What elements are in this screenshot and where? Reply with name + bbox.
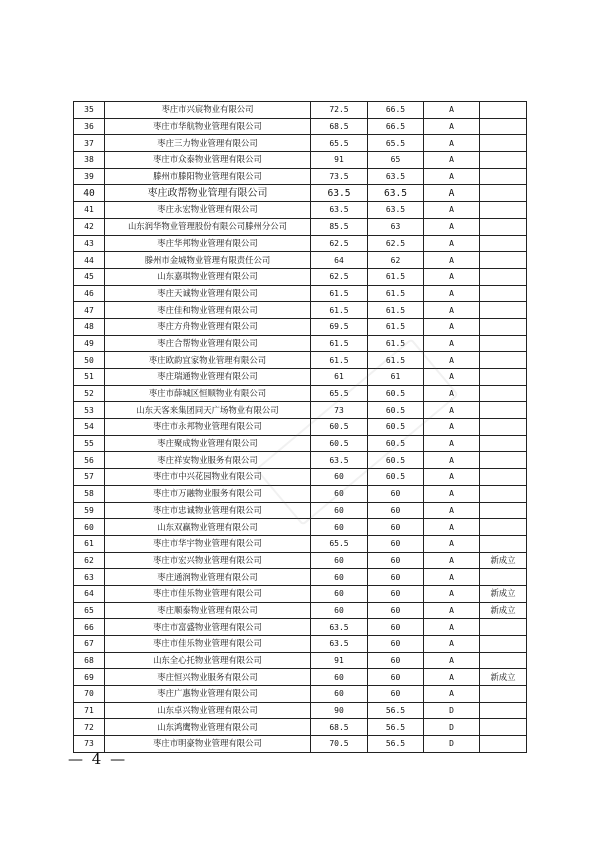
- note-cell: [480, 235, 527, 252]
- note-cell: [480, 502, 527, 519]
- table-row: [74, 602, 527, 619]
- score-2-cell: 61.5: [368, 302, 424, 319]
- note-cell: [480, 185, 527, 202]
- row-number-cell: 35: [74, 102, 105, 119]
- score-2-cell: 56.5: [368, 702, 424, 719]
- note-cell: [480, 302, 527, 319]
- score-2-cell: 60: [368, 552, 424, 569]
- note-cell: [480, 619, 527, 636]
- company-name-cell: 枣庄恒兴物业服务有限公司: [105, 669, 311, 686]
- score-1-cell: 60: [311, 686, 368, 703]
- note-cell: [480, 335, 527, 352]
- row-number-cell: 71: [74, 702, 105, 719]
- grade-cell: A: [424, 385, 480, 402]
- note-cell: [480, 535, 527, 552]
- score-1-cell: 61.5: [311, 335, 368, 352]
- company-name-cell: 枣庄政帮物业管理有限公司: [105, 185, 311, 202]
- score-1-cell: 61.5: [311, 285, 368, 302]
- score-1-cell: 72.5: [311, 102, 368, 119]
- grade-cell: A: [424, 435, 480, 452]
- company-name-cell: 山东润华物业管理股份有限公司滕州分公司: [105, 218, 311, 235]
- table-row: [74, 419, 527, 436]
- grade-cell: A: [424, 352, 480, 369]
- table-row: [74, 285, 527, 302]
- score-2-cell: 60: [368, 519, 424, 536]
- grade-cell: A: [424, 686, 480, 703]
- company-name-cell: 枣庄市中兴花园物业有限公司: [105, 469, 311, 486]
- row-number-cell: 64: [74, 585, 105, 602]
- note-cell: [480, 719, 527, 736]
- note-cell: 新成立: [480, 669, 527, 686]
- company-name-cell: 枣庄通润物业管理有限公司: [105, 569, 311, 586]
- note-cell: [480, 252, 527, 269]
- note-cell: [480, 519, 527, 536]
- score-2-cell: 65: [368, 152, 424, 169]
- note-cell: [480, 736, 527, 753]
- note-cell: [480, 652, 527, 669]
- grade-cell: A: [424, 168, 480, 185]
- score-2-cell: 60.5: [368, 469, 424, 486]
- score-1-cell: 69.5: [311, 318, 368, 335]
- grade-cell: A: [424, 152, 480, 169]
- note-cell: [480, 352, 527, 369]
- note-cell: [480, 202, 527, 219]
- score-1-cell: 61.5: [311, 352, 368, 369]
- row-number-cell: 54: [74, 419, 105, 436]
- table-row: [74, 435, 527, 452]
- company-name-cell: 山东全心托物业管理有限公司: [105, 652, 311, 669]
- table-row: [74, 552, 527, 569]
- company-name-cell: 枣庄广惠物业管理有限公司: [105, 686, 311, 703]
- score-1-cell: 60.5: [311, 419, 368, 436]
- table-row: [74, 118, 527, 135]
- grade-cell: A: [424, 302, 480, 319]
- table-row: [74, 302, 527, 319]
- table-row: [74, 168, 527, 185]
- note-cell: [480, 369, 527, 386]
- score-2-cell: 61.5: [368, 352, 424, 369]
- score-2-cell: 63.5: [368, 185, 424, 202]
- company-name-cell: 枣庄市宏兴物业管理有限公司: [105, 552, 311, 569]
- company-name-cell: 枣庄市众泰物业管理有限公司: [105, 152, 311, 169]
- table-row: [74, 535, 527, 552]
- company-name-cell: 枣庄市兴宸物业有限公司: [105, 102, 311, 119]
- row-number-cell: 56: [74, 452, 105, 469]
- row-number-cell: 57: [74, 469, 105, 486]
- grade-cell: A: [424, 102, 480, 119]
- row-number-cell: 52: [74, 385, 105, 402]
- table-row: [74, 619, 527, 636]
- note-cell: 新成立: [480, 585, 527, 602]
- row-number-cell: 58: [74, 485, 105, 502]
- row-number-cell: 39: [74, 168, 105, 185]
- score-2-cell: 60: [368, 669, 424, 686]
- note-cell: [480, 385, 527, 402]
- row-number-cell: 69: [74, 669, 105, 686]
- grade-cell: A: [424, 552, 480, 569]
- note-cell: [480, 452, 527, 469]
- grade-cell: A: [424, 135, 480, 152]
- table-row: [74, 218, 527, 235]
- score-1-cell: 64: [311, 252, 368, 269]
- grade-cell: A: [424, 252, 480, 269]
- page-number: — 4 —: [68, 750, 128, 768]
- note-cell: [480, 686, 527, 703]
- score-1-cell: 60: [311, 552, 368, 569]
- note-cell: 新成立: [480, 602, 527, 619]
- table-row: [74, 352, 527, 369]
- note-cell: [480, 469, 527, 486]
- company-name-cell: 滕州市金城物业管理有限责任公司: [105, 252, 311, 269]
- company-name-cell: 山东天客来集团同天广场物业有限公司: [105, 402, 311, 419]
- company-name-cell: 枣庄三力物业管理有限公司: [105, 135, 311, 152]
- row-number-cell: 44: [74, 252, 105, 269]
- table-row: [74, 485, 527, 502]
- company-name-cell: 枣庄市忠诚物业管理有限公司: [105, 502, 311, 519]
- score-2-cell: 60: [368, 485, 424, 502]
- row-number-cell: 37: [74, 135, 105, 152]
- table-row: [74, 452, 527, 469]
- note-cell: [480, 569, 527, 586]
- table-row: [74, 719, 527, 736]
- score-1-cell: 90: [311, 702, 368, 719]
- grade-cell: D: [424, 719, 480, 736]
- table-row: [74, 235, 527, 252]
- table-row: [74, 152, 527, 169]
- table-row: [74, 202, 527, 219]
- company-name-cell: 枣庄华邦物业管理有限公司: [105, 235, 311, 252]
- score-1-cell: 62.5: [311, 268, 368, 285]
- score-2-cell: 60: [368, 585, 424, 602]
- company-name-cell: 枣庄方舟物业管理有限公司: [105, 318, 311, 335]
- row-number-cell: 36: [74, 118, 105, 135]
- score-2-cell: 60: [368, 535, 424, 552]
- table-row: [74, 652, 527, 669]
- grade-cell: A: [424, 369, 480, 386]
- note-cell: [480, 218, 527, 235]
- score-2-cell: 60.5: [368, 452, 424, 469]
- grade-cell: A: [424, 452, 480, 469]
- note-cell: [480, 168, 527, 185]
- table-row: [74, 102, 527, 119]
- company-name-cell: 枣庄市佳乐物业管理有限公司: [105, 636, 311, 653]
- score-1-cell: 60: [311, 669, 368, 686]
- row-number-cell: 40: [74, 185, 105, 202]
- score-2-cell: 60.5: [368, 402, 424, 419]
- score-1-cell: 65.5: [311, 535, 368, 552]
- company-name-cell: 枣庄市佳乐物业管理有限公司: [105, 585, 311, 602]
- score-2-cell: 65.5: [368, 135, 424, 152]
- row-number-cell: 72: [74, 719, 105, 736]
- note-cell: [480, 152, 527, 169]
- score-1-cell: 63.5: [311, 202, 368, 219]
- table-row: [74, 736, 527, 753]
- row-number-cell: 66: [74, 619, 105, 636]
- score-1-cell: 60: [311, 485, 368, 502]
- table-row: [74, 402, 527, 419]
- note-cell: [480, 268, 527, 285]
- score-1-cell: 68.5: [311, 719, 368, 736]
- grade-cell: A: [424, 202, 480, 219]
- table-row: [74, 669, 527, 686]
- score-1-cell: 65.5: [311, 385, 368, 402]
- row-number-cell: 73: [74, 736, 105, 753]
- score-2-cell: 60: [368, 686, 424, 703]
- grade-cell: A: [424, 585, 480, 602]
- score-1-cell: 63.5: [311, 185, 368, 202]
- grade-cell: A: [424, 318, 480, 335]
- row-number-cell: 41: [74, 202, 105, 219]
- score-2-cell: 61: [368, 369, 424, 386]
- grade-cell: A: [424, 485, 480, 502]
- company-name-cell: 枣庄永宏物业管理有限公司: [105, 202, 311, 219]
- score-2-cell: 60: [368, 652, 424, 669]
- table-row: [74, 135, 527, 152]
- score-1-cell: 61.5: [311, 302, 368, 319]
- row-number-cell: 59: [74, 502, 105, 519]
- score-1-cell: 60: [311, 469, 368, 486]
- row-number-cell: 65: [74, 602, 105, 619]
- grade-cell: A: [424, 519, 480, 536]
- row-number-cell: 42: [74, 218, 105, 235]
- table-row: [74, 268, 527, 285]
- note-cell: [480, 419, 527, 436]
- note-cell: [480, 435, 527, 452]
- company-name-cell: 枣庄市明豪物业管理有限公司: [105, 736, 311, 753]
- grade-cell: A: [424, 235, 480, 252]
- row-number-cell: 51: [74, 369, 105, 386]
- row-number-cell: 49: [74, 335, 105, 352]
- score-1-cell: 91: [311, 652, 368, 669]
- score-2-cell: 63: [368, 218, 424, 235]
- score-2-cell: 61.5: [368, 318, 424, 335]
- score-2-cell: 62.5: [368, 235, 424, 252]
- score-2-cell: 62: [368, 252, 424, 269]
- grade-cell: A: [424, 602, 480, 619]
- score-1-cell: 63.5: [311, 619, 368, 636]
- grade-cell: A: [424, 118, 480, 135]
- grade-cell: A: [424, 402, 480, 419]
- row-number-cell: 62: [74, 552, 105, 569]
- score-1-cell: 60: [311, 569, 368, 586]
- table-row: [74, 502, 527, 519]
- table-row: [74, 252, 527, 269]
- company-name-cell: 山东鸿鹰物业管理有限公司: [105, 719, 311, 736]
- row-number-cell: 43: [74, 235, 105, 252]
- row-number-cell: 63: [74, 569, 105, 586]
- grade-cell: A: [424, 218, 480, 235]
- row-number-cell: 38: [74, 152, 105, 169]
- score-1-cell: 63.5: [311, 452, 368, 469]
- score-2-cell: 60: [368, 636, 424, 653]
- table-row: [74, 369, 527, 386]
- grade-cell: D: [424, 736, 480, 753]
- grade-cell: A: [424, 502, 480, 519]
- table-row: [74, 185, 527, 202]
- score-2-cell: 56.5: [368, 719, 424, 736]
- score-1-cell: 63.5: [311, 636, 368, 653]
- note-cell: 新成立: [480, 552, 527, 569]
- company-name-cell: 枣庄市华宇物业管理有限公司: [105, 535, 311, 552]
- score-2-cell: 66.5: [368, 118, 424, 135]
- score-1-cell: 65.5: [311, 135, 368, 152]
- company-name-cell: 枣庄合帮物业管理有限公司: [105, 335, 311, 352]
- score-2-cell: 60: [368, 619, 424, 636]
- note-cell: [480, 102, 527, 119]
- grade-cell: A: [424, 419, 480, 436]
- row-number-cell: 61: [74, 535, 105, 552]
- table-row: [74, 636, 527, 653]
- table-body: [74, 102, 527, 753]
- company-name-cell: 枣庄聚成物业管理有限公司: [105, 435, 311, 452]
- score-2-cell: 60: [368, 569, 424, 586]
- score-1-cell: 68.5: [311, 118, 368, 135]
- score-1-cell: 73.5: [311, 168, 368, 185]
- score-2-cell: 60.5: [368, 419, 424, 436]
- row-number-cell: 45: [74, 268, 105, 285]
- score-2-cell: 56.5: [368, 736, 424, 753]
- company-name-cell: 枣庄欧韵宜家物业管理有限公司: [105, 352, 311, 369]
- score-2-cell: 61.5: [368, 335, 424, 352]
- score-1-cell: 60: [311, 585, 368, 602]
- company-name-cell: 山东嘉琪物业管理有限公司: [105, 268, 311, 285]
- row-number-cell: 48: [74, 318, 105, 335]
- score-2-cell: 61.5: [368, 268, 424, 285]
- score-2-cell: 60: [368, 502, 424, 519]
- score-1-cell: 91: [311, 152, 368, 169]
- row-number-cell: 70: [74, 686, 105, 703]
- company-name-cell: 枣庄市富盛物业管理有限公司: [105, 619, 311, 636]
- note-cell: [480, 636, 527, 653]
- table-row: [74, 318, 527, 335]
- company-name-cell: 山东双赢物业管理有限公司: [105, 519, 311, 536]
- company-rating-table: [73, 101, 527, 753]
- grade-cell: A: [424, 669, 480, 686]
- grade-cell: A: [424, 285, 480, 302]
- score-1-cell: 60: [311, 519, 368, 536]
- score-1-cell: 85.5: [311, 218, 368, 235]
- table-row: [74, 702, 527, 719]
- company-name-cell: 枣庄瑞通物业管理有限公司: [105, 369, 311, 386]
- table-row: [74, 385, 527, 402]
- row-number-cell: 55: [74, 435, 105, 452]
- score-2-cell: 60: [368, 602, 424, 619]
- table-row: [74, 569, 527, 586]
- row-number-cell: 53: [74, 402, 105, 419]
- grade-cell: A: [424, 636, 480, 653]
- company-name-cell: 枣庄天诚物业管理有限公司: [105, 285, 311, 302]
- score-2-cell: 63.5: [368, 168, 424, 185]
- row-number-cell: 60: [74, 519, 105, 536]
- company-name-cell: 枣庄市薛城区恒顺物业有限公司: [105, 385, 311, 402]
- grade-cell: A: [424, 619, 480, 636]
- row-number-cell: 47: [74, 302, 105, 319]
- note-cell: [480, 702, 527, 719]
- grade-cell: A: [424, 569, 480, 586]
- score-2-cell: 61.5: [368, 285, 424, 302]
- note-cell: [480, 118, 527, 135]
- company-name-cell: 枣庄顺泰物业管理有限公司: [105, 602, 311, 619]
- note-cell: [480, 485, 527, 502]
- row-number-cell: 46: [74, 285, 105, 302]
- note-cell: [480, 285, 527, 302]
- company-name-cell: 山东卓兴物业管理有限公司: [105, 702, 311, 719]
- grade-cell: A: [424, 652, 480, 669]
- score-1-cell: 70.5: [311, 736, 368, 753]
- note-cell: [480, 318, 527, 335]
- grade-cell: A: [424, 268, 480, 285]
- row-number-cell: 67: [74, 636, 105, 653]
- score-1-cell: 62.5: [311, 235, 368, 252]
- company-name-cell: 枣庄市华航物业管理有限公司: [105, 118, 311, 135]
- company-name-cell: 枣庄市永邦物业管理有限公司: [105, 419, 311, 436]
- score-2-cell: 60.5: [368, 435, 424, 452]
- score-2-cell: 63.5: [368, 202, 424, 219]
- company-name-cell: 枣庄市万融物业服务有限公司: [105, 485, 311, 502]
- company-name-cell: 枣庄祥安物业服务有限公司: [105, 452, 311, 469]
- score-2-cell: 66.5: [368, 102, 424, 119]
- grade-cell: A: [424, 535, 480, 552]
- grade-cell: A: [424, 185, 480, 202]
- note-cell: [480, 402, 527, 419]
- row-number-cell: 68: [74, 652, 105, 669]
- row-number-cell: 50: [74, 352, 105, 369]
- score-1-cell: 60: [311, 502, 368, 519]
- table-row: [74, 519, 527, 536]
- table-row: [74, 335, 527, 352]
- score-2-cell: 60.5: [368, 385, 424, 402]
- table-row: [74, 585, 527, 602]
- table-row: [74, 686, 527, 703]
- grade-cell: D: [424, 702, 480, 719]
- score-1-cell: 73: [311, 402, 368, 419]
- score-1-cell: 60: [311, 602, 368, 619]
- company-name-cell: 滕州市滕阳物业管理有限公司: [105, 168, 311, 185]
- table-row: [74, 469, 527, 486]
- grade-cell: A: [424, 335, 480, 352]
- company-name-cell: 枣庄佳和物业管理有限公司: [105, 302, 311, 319]
- note-cell: [480, 135, 527, 152]
- score-1-cell: 60.5: [311, 435, 368, 452]
- score-1-cell: 61: [311, 369, 368, 386]
- grade-cell: A: [424, 469, 480, 486]
